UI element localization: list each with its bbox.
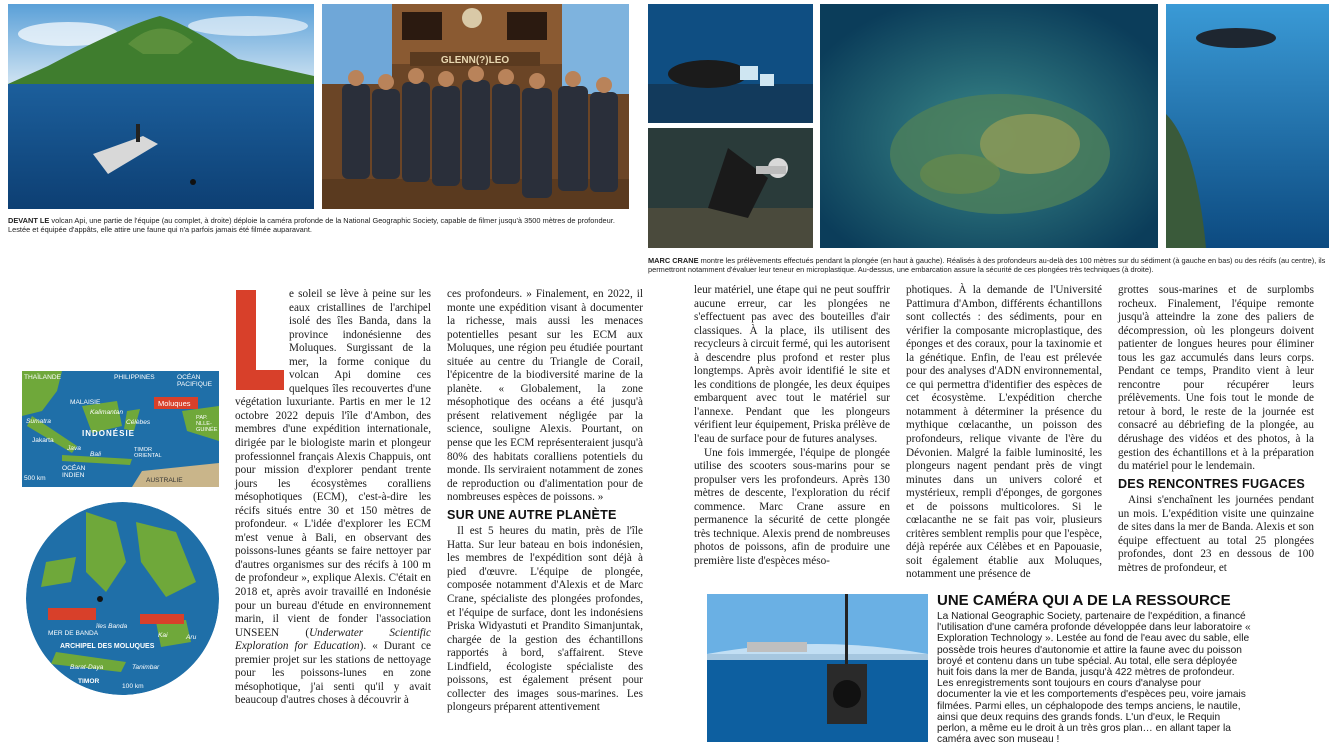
map-scale-2: 100 km xyxy=(122,683,144,690)
photo-caption-left xyxy=(8,216,628,234)
team-photo xyxy=(322,4,629,209)
map-label-banda-sea: MER DE BANDA xyxy=(48,630,99,637)
col2-paragraph-1: ces profondeurs. » Finalement, en 2022, il monte une expédition visant à documenter la richesse, mais aussi les menaces potentielles pesant sur les ECM aux Moluques, une région peu étudiée pourtant située au centre du Triangle de Corail, l'épicentre de la biodiversité marine de la planète. « Globalement, la zone mésophotique des océans a été jusqu'à présent relativement négligée par la science, souligne Alexis. Pourtant, on pense que les ECM représenteraient jusqu'à 80% des habitats coralliens potentiels du monde. Ils serviraient notamment de zones de reproduction ou d'alimentation pour de nombreuses espèces de poissons. » xyxy=(447,288,643,504)
moluques-map xyxy=(26,502,219,695)
caption-lead: DEVANT LE xyxy=(8,216,50,225)
camera-photo xyxy=(707,594,928,742)
caption-text: volcan Api, une partie de l'équipe (au complet, à droite) déploie la caméra profonde de la National Geographic Society, capable de filmer jusqu'à 3500 mètres de profondeur. Lestée et équipée d'appâts, elle attire une faune qui n'a parfois jamais été filmée auparavant. xyxy=(8,216,615,235)
intro-text: e soleil se lève à peine sur les eaux cristallines de l'archipel isolé des îles Banda, dans la province indonésienne des Moluques. Surgissant de la mer, la forme conique du volcan Api domine ces quelques îles recouvertes d'une végétation luxuriante. Partis en mer le 12 octobre 2022 depuis l'île d'Ambon, des membres d'une expédition internationale, dirigée par le biologiste marin et plongeur professionnel français Alexis Chappuis, ont pour mission d'explorer pendant trente jours les écosystèmes coralliens mésophotiques (ECM), c'est-à-dire les récifs situés entre 30 et 150 mètres de profondeur. « L'idée d'explorer les ECM m'est venue à Bali, en observant des poissons-lunes géants se faire nettoyer par d'autres organismes sur des récifs à 100 m de profondeur », explique Alexis. C'était en 2018 et, après avoir travaillé en Indonésie pour un bureau d'étude en environnement marin, il vient de fonder l'association UNSEEN ( xyxy=(235,288,431,639)
map-label-sumatra: Sumatra xyxy=(26,418,51,425)
map-label-kalimantan: Kalimantan xyxy=(90,409,123,416)
col4-paragraph: photiques. À la demande de l'Université Pattimura d'Ambon, différents échantillons sont collectés : des sédiments, pour en vérifier la composante microplastique, des éponges et des coraux, pour la taxinomie et la génétique. Enfin, de l'eau est prélevée pour des analyses d'ADN environnemental, ce qui permettra d'identifier des espèces de cet écosystème. L'expédition cherche notamment à déterminer la présence du mythique cœlacanthe, un poisson des profondeurs, relique vivante de l'ère du Dévonien. Malgré la faible luminosité, les plongeurs nagent pendant près de vingt minutes dans un univers coloré et mystérieux, rempli d'éponges, de gorgones et de poissons multicolores. Si le cœlacanthe ne se fait pas voir, plusieurs critères semblent remplis pour que l'espèce, déjà repérée aux Célèbes et en Papouasie, soit également établie aux Moluques, notamment une présence de xyxy=(906,284,1102,581)
map-label-celebes: Célèbes xyxy=(126,419,151,426)
map-label-indonesia: INDONÉSIE xyxy=(82,429,136,438)
col5-paragraph-2: Ainsi s'enchaînent les journées pendant un mois. L'expédition visite une quinzaine de sites dans la mer de Banda. Alexis et son équipe effectuent au total 25 plongées profondes, dont 23 en dessous de 100 mètres de profondeur, et xyxy=(1118,494,1314,574)
subhead-encounters: DES RENCONTRES FUGACES xyxy=(1118,476,1306,491)
column-5 xyxy=(1118,284,1314,575)
diver-sampling-photo xyxy=(648,4,813,123)
map-label-aru: Aru xyxy=(186,634,197,641)
map-label-timor2: TIMOR xyxy=(78,678,100,685)
map-label-moluques: Moluques xyxy=(158,399,191,408)
map-label-png: PAP. NLLE-GUINÉE xyxy=(196,415,218,433)
map-label-jakarta: Jakarta xyxy=(32,437,54,444)
box-text: La National Geographic Society, partenaire de l'expédition, a financé l'utilisation d'une caméra profonde développée dans leur laboratoire « Exploration Technology ». Lestée au fond de l'eau avec du sable, elle possède trois heures d'autonomie et attire la faune avec du poisson broyé et contenu dans un tube spécial. Au total, elle sera déployée huit fois dans la mer de Banda, jusqu'à 422 mètres de profondeur. Les enregistrements sont toujours en cours d'analyse pour documenter la vie et les comportements d'espèces peu, voire jamais filmées. Parmi elles, un céphalopode des temps anciens, le nautile, ainsi que deux requins des grands fonds. L'un d'eux, le Requin perlon, a même eu le droit à un très gros plan… en allant taper la caméra avec son museau ! xyxy=(937,611,1251,746)
box-title: UNE CAMÉRA QUI A DE LA RESSOURCE xyxy=(937,592,1231,609)
map-label-thailand: THAÏLANDE xyxy=(24,374,62,381)
column-2 xyxy=(447,288,643,715)
map-label-barat-daya: Barat-Daya xyxy=(70,664,104,671)
col5-paragraph-1: grottes sous-marines et de surplombs rocheux. Finalement, l'équipe remonte jusqu'à atteindre la zone des paliers de décompression, où les plongeurs doivent patienter de longues heures pour éliminer tous les gaz accumulés dans leurs corps. Pendant ce temps, Prandito vient à leur rencontre pour récupérer leurs prélèvements. Une fois tout le monde de retour à bord, le reste de la journée est consacré au débriefing de la plongée, au dérushage des vidéos et des photos, à la gestion des échantillons et à la préparation du matériel pour le lendemain. xyxy=(1118,284,1314,473)
map-label-tanimbar: Tanimbar xyxy=(132,664,160,671)
col3-paragraph-2: Une fois immergée, l'équipe de plongée utilise des scooters sous-marins pour se propulser vers les profondeurs. Après 130 mètres de descente, l'exploration du récif commence. Marc Crane assure en permanence la sécurité de cette plongée très technique. Alexis prend de nombreuses photos de poissons, afin de produire une première liste d'espèces méso- xyxy=(694,446,890,567)
subhead-other-planet: SUR UNE AUTRE PLANÈTE xyxy=(447,507,617,522)
map-label-kai: Kai xyxy=(158,632,168,639)
map-label-java: Java xyxy=(67,445,81,452)
unseen-expansion: Underwater Scientific Exploration for Education xyxy=(235,626,431,653)
map-label-indian-ocean: OCÉAN INDIEN xyxy=(62,465,86,479)
diver-scooter-photo xyxy=(648,128,813,248)
reef-photo xyxy=(820,4,1158,248)
col2-paragraph-2: Il est 5 heures du matin, près de l'île Hatta. Sur leur bateau en bois indonésien, les membres de l'expédition sont déjà à pied d'œuvre. L'équipe de plongée, composée notamment d'Alexis et de Marc Crane, spécialiste des plongées profondes, et l'équipe de surface, dont les indonésiens Priska Widyastuti et Prandito Simanjuntak, chargée de la gestion des échantillons rapportés à bord, s'affairent. Steve Lindfield, écologiste spécialiste des poissons, est également présent pour collecter des images sous-marines. Les plongeurs préparent attentivement xyxy=(447,525,643,714)
volcano-photo xyxy=(8,4,314,209)
col3-paragraph-1: leur matériel, une étape qui ne peut souffrir aucune erreur, car les plongées ne s'effectuent pas avec des bouteilles d'air classiques. À la place, ils utilisent des recycleurs à circuit fermé, qui les autorisent à descendre plus profond et rester plus longtemps. Après avoir identifié le site et les conditions de plongée, les deux équipes embarquent avec tout le matériel sur l'annexe. Pendant que les plongeurs vérifient leur équipement, Priska prélève de l'eau de surface pour de futures analyses. xyxy=(694,284,891,446)
column-3 xyxy=(694,284,890,568)
map-scale: 500 km xyxy=(24,475,46,482)
map-label-bali: Bali xyxy=(90,451,101,458)
map-label-archipel: ARCHIPEL DES MOLUQUES xyxy=(60,643,155,650)
indonesia-map xyxy=(22,371,219,487)
boat-above-photo xyxy=(1166,4,1329,248)
column-4 xyxy=(906,284,1102,582)
photo-caption-right xyxy=(648,256,1328,274)
map-label-philippines: PHILIPPINES xyxy=(114,374,155,381)
caption-lead-right: MARC CRANE xyxy=(648,256,699,265)
col1-end: ). « Durant ce premier projet sur les stations de nettoyage pour les poissons-lunes en zone mésophotique, j'ai senti qu'il y avait beaucoup d'autres choses à découvrir à xyxy=(235,640,431,707)
ship-sign: GLENN(?)LEO xyxy=(440,55,510,66)
map-label-australia: AUSTRALIE xyxy=(146,477,183,484)
map-label-banda-islands: îles Banda xyxy=(96,623,128,630)
column-1 xyxy=(235,288,431,708)
map-label-malaysia: MALAISIE xyxy=(70,399,101,406)
caption-text-right: montre les prélèvements effectués pendant la plongée (en haut à gauche). Réalisés à des profondeurs au-delà des 100 mètres sur du sédiment (à gauche en bas) ou des récifs (au centre), ils permettront notamment d'évaluer leur teneur en microplastique. Au-dessus, une embarcation assure la sécurité de ces plongées très techniques (à droite). xyxy=(648,256,1326,275)
map-label-timor: TIMOR ORIENTAL xyxy=(134,447,162,459)
map-label-pacific: OCÉAN PACIFIQUE xyxy=(177,374,213,388)
